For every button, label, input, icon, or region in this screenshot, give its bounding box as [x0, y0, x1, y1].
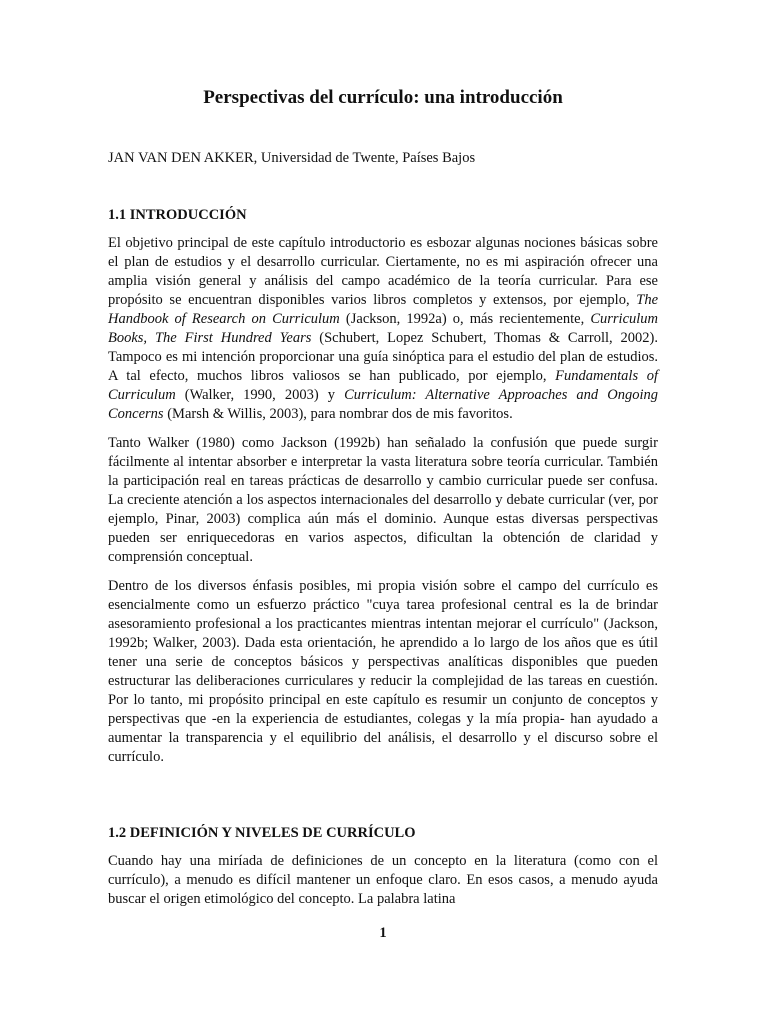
page-number: 1 — [379, 925, 387, 941]
section-body-introduccion — [108, 234, 658, 777]
book-title-curriculum-books: Curriculum Books, The First Hundred Years — [108, 311, 658, 346]
section-heading-introduccion: 1.1 INTRODUCCIÓN — [108, 207, 247, 223]
section-heading-definicion: 1.2 DEFINICIÓN Y NIVELES DE CURRÍCULO — [108, 825, 416, 841]
book-title-alternative-approaches: Curriculum: Alternative Approaches and Ongoing Concerns — [108, 387, 658, 422]
section-body-definicion — [108, 852, 658, 919]
paragraph-1-text-4: (Walker, 1990, 2003) y — [175, 387, 345, 403]
document-page — [108, 0, 658, 1024]
book-title-handbook: The Handbook of Research on Curriculum — [108, 292, 658, 327]
paragraph-1-text-1: El objetivo principal de este capítulo introductorio es esbozar algunas nociones básicas sobre el plan de estudios y el desarrollo curricular. Ciertamente, no es mi aspiración ofrecer una amplia visión general y análisis del campo académico de la teoría curricular. Para ese propósito se encuentran disponibles varios libros completos y extensos, por ejemplo, — [108, 235, 658, 308]
paragraph-4: Cuando hay una miríada de definiciones de un concepto en la literatura (como con el currículo), a menudo es difícil mantener un enfoque claro. En esos casos, a menudo ayuda buscar el origen etimológico del concepto. La palabra latina — [108, 853, 658, 907]
paragraph-2: Tanto Walker (1980) como Jackson (1992b) han señalado la confusión que puede surgir fácilmente al intentar absorber e interpretar la vasta literatura sobre teoría curricular. También la participación real en tareas prácticas de desarrollo y cambio curricular puede ser confusa. La creciente atención a los aspectos internacionales del desarrollo y debate curricular (ver, por ejemplo, Pinar, 2003) complica aún más el dominio. Aunque estas diversas perspectivas pueden ser enriquecedoras en varios aspectos, dificultan la obtención de claridad y comprensión conceptual. — [108, 435, 658, 565]
book-title-fundamentals: Fundamentals of Curriculum — [108, 368, 658, 403]
document-title: Perspectivas del currículo: una introducción — [203, 87, 563, 108]
author-line: JAN VAN DEN AKKER, Universidad de Twente, Países Bajos — [108, 150, 476, 166]
paragraph-3: Dentro de los diversos énfasis posibles, mi propia visión sobre el campo del currículo es esencialmente como un esfuerzo práctico "cuya tarea profesional central es la de brindar asesoramiento profesional a los practicantes mientras intentan mejorar el currículo" (Jackson, 1992b; Walker, 2003). Dada esta orientación, he aprendido a lo largo de los años que es útil tener una serie de conceptos básicos y perspectivas analíticas disponibles que pueden estructurar las deliberaciones curriculares y reducir la complejidad de las tareas en cuestión. Por lo tanto, mi propósito principal en este capítulo es resumir un conjunto de conceptos y perspectivas que -en la experiencia de estudiantes, colegas y la mía propia- han ayudado a aumentar la transparencia y el equilibrio del análisis, el desarrollo y el discurso sobre el currículo. — [108, 578, 658, 765]
paragraph-1-text-5: (Marsh & Willis, 2003), para nombrar dos de mis favoritos. — [163, 406, 513, 422]
paragraph-1 — [108, 234, 658, 424]
paragraph-1-text-2: (Jackson, 1992a) o, más recientemente, — [339, 311, 591, 327]
paragraph-1-text-3: (Schubert, Lopez Schubert, Thomas & Carroll, 2002). Tampoco es mi intención proporcionar una guía sinóptica para el estudio del plan de estudios. A tal efecto, muchos libros valiosos se han publicado, por ejemplo, — [108, 330, 658, 384]
